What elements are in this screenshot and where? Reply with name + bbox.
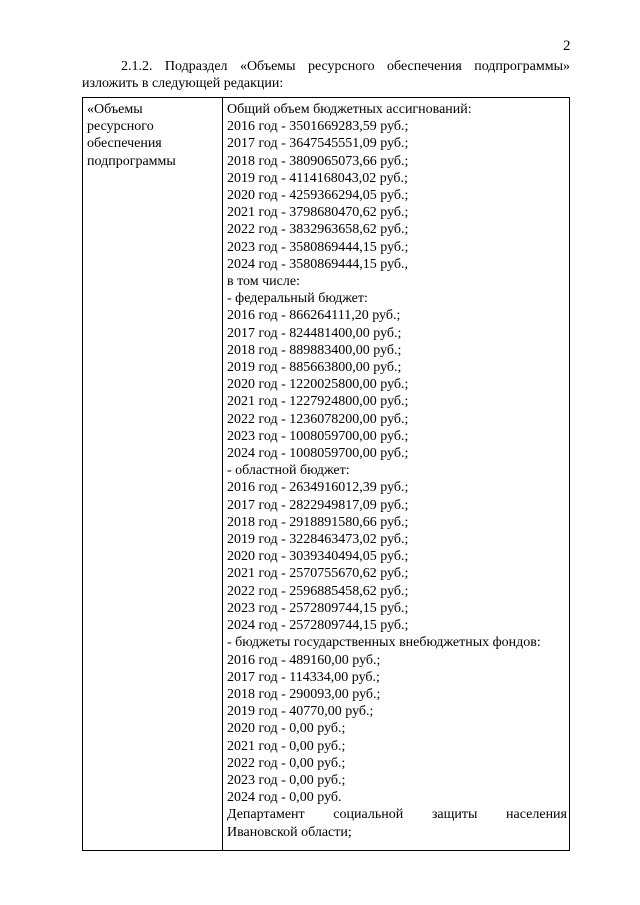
table-line: 2022 год - 1236078200,00 руб.; <box>227 411 409 427</box>
table-line: обеспечения <box>87 136 162 152</box>
table-label-cell <box>87 101 217 170</box>
table-line: 2020 год - 0,00 руб.; <box>227 721 346 737</box>
table-line: 2021 год - 1227924800,00 руб.; <box>227 394 409 410</box>
table-line: 2024 год - 2572809744,15 руб.; <box>227 618 409 634</box>
table-line: Департамент социальной защиты населения <box>227 807 567 823</box>
table-line: 2018 год - 889883400,00 руб.; <box>227 342 402 358</box>
table-line: - федеральный бюджет: <box>227 291 368 307</box>
page-number: 2 <box>563 38 571 54</box>
table-line: 2018 год - 290093,00 руб.; <box>227 686 381 702</box>
table-line: 2024 год - 3580869444,15 руб., <box>227 256 409 272</box>
table-line: 2022 год - 0,00 руб.; <box>227 755 346 771</box>
table-line: 2020 год - 4259366294,05 руб.; <box>227 188 409 204</box>
table-line: 2024 год - 0,00 руб. <box>227 790 342 806</box>
table-line: в том числе: <box>227 274 300 290</box>
funding-table <box>82 97 570 851</box>
intro-line-2: изложить в следующей редакции: <box>82 76 284 92</box>
table-line: «Объемы <box>87 102 143 117</box>
table-line: 2019 год - 3228463473,02 руб.; <box>227 532 409 548</box>
table-line: 2022 год - 3832963658,62 руб.; <box>227 222 409 238</box>
table-line: 2020 год - 1220025800,00 руб.; <box>227 377 409 393</box>
table-line: 2017 год - 824481400,00 руб.; <box>227 325 402 341</box>
table-line: 2021 год - 2570755670,62 руб.; <box>227 566 409 582</box>
table-line: 2023 год - 3580869444,15 руб.; <box>227 239 409 255</box>
table-line: 2019 год - 4114168043,02 руб.; <box>227 170 408 186</box>
table-value-cell <box>227 101 567 841</box>
table-line: 2019 год - 40770,00 руб.; <box>227 704 374 720</box>
table-line: 2016 год - 3501669283,59 руб.; <box>227 119 409 135</box>
table-line: ресурсного <box>87 119 154 135</box>
table-line: 2016 год - 866264111,20 руб.; <box>227 308 401 324</box>
table-line: 2017 год - 114334,00 руб.; <box>227 669 380 685</box>
table-line: 2024 год - 1008059700,00 руб.; <box>227 446 409 462</box>
table-line: 2023 год - 0,00 руб.; <box>227 772 346 788</box>
table-line: 2016 год - 2634916012,39 руб.; <box>227 480 409 496</box>
table-line: Ивановской области; <box>227 824 352 840</box>
table-line: 2017 год - 3647545551,09 руб.; <box>227 136 409 152</box>
table-line: 2018 год - 2918891580,66 руб.; <box>227 514 409 530</box>
table-line: 2023 год - 2572809744,15 руб.; <box>227 600 409 616</box>
table-line: 2020 год - 3039340494,05 руб.; <box>227 549 409 565</box>
table-line: 2018 год - 3809065073,66 руб.; <box>227 153 409 169</box>
table-line: - областной бюджет: <box>227 463 350 479</box>
intro-line-1: 2.1.2. Подраздел «Объемы ресурсного обеспечения подпрограммы» <box>121 59 570 74</box>
table-line: 2016 год - 489160,00 руб.; <box>227 652 381 668</box>
table-line: - бюджеты государственных внебюджетных фондов: <box>227 635 541 651</box>
table-line: 2017 год - 2822949817,09 руб.; <box>227 497 409 513</box>
table-line: 2022 год - 2596885458,62 руб.; <box>227 583 409 599</box>
intro-paragraph <box>82 58 570 92</box>
table-column-divider <box>222 98 223 850</box>
table-line: подпрограммы <box>87 153 176 169</box>
table-line: Общий объем бюджетных ассигнований: <box>227 102 472 117</box>
table-line: 2021 год - 0,00 руб.; <box>227 738 346 754</box>
table-line: 2021 год - 3798680470,62 руб.; <box>227 205 409 221</box>
table-line: 2023 год - 1008059700,00 руб.; <box>227 428 409 444</box>
table-line: 2019 год - 885663800,00 руб.; <box>227 360 402 376</box>
